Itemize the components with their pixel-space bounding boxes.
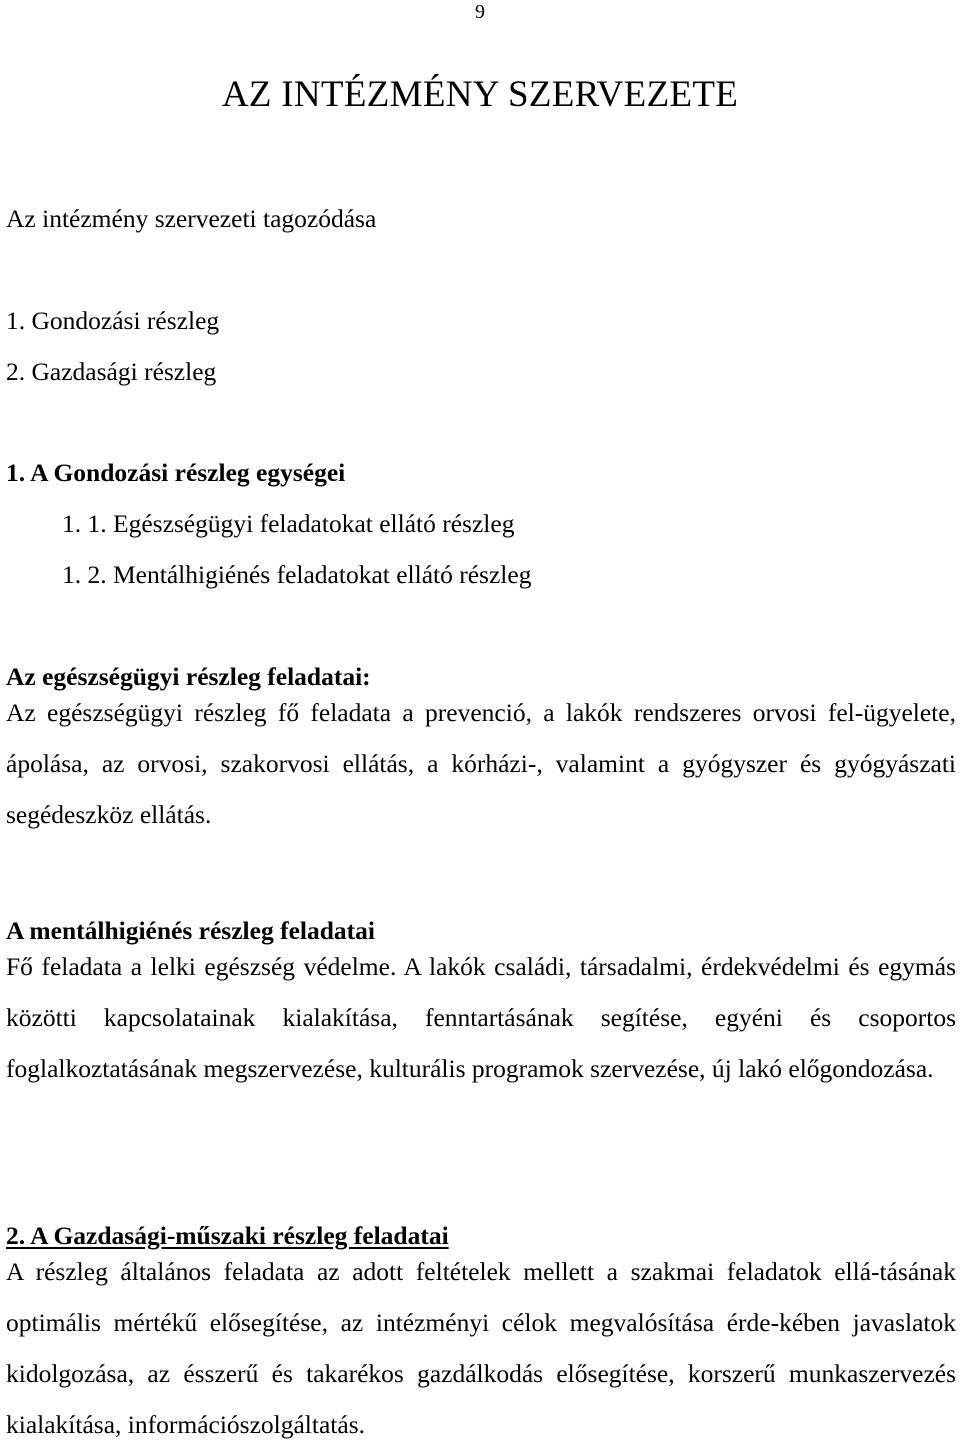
list-item-part-2: 2. Gazdasági részleg [6, 357, 217, 386]
mentalhigienes-paragraph: Fő feladata a lelki egészség védelme. A lakók családi, társadalmi, érdekvédelmi és egymás közötti kapcsolatainak kialakítása, fenntartásának segítése, egyéni és csoportos foglalkoztatásának megszervezése, kulturális programok szervezése, új lakó előgondozása. [6, 952, 956, 1083]
gondozasi-heading: 1. A Gondozási részleg egységei [6, 458, 346, 487]
mentalhigienes-heading: A mentálhigiénés részleg feladatai [6, 916, 375, 945]
egeszsegugyi-paragraph: Az egészségügyi részleg fő feladata a prevenció, a lakók rendszeres orvosi fel-ügyelete, ápolása, az orvosi, szakorvosi ellátás, a kórházi-, valamint a gyógyszer és gyógyászati segédeszköz ellátás. [6, 698, 956, 829]
page-title: AZ INTÉZMÉNY SZERVEZETE [221, 74, 739, 115]
egeszsegugyi-heading: Az egészségügyi részleg feladatai: [6, 662, 371, 691]
gazdasagi-paragraph: A részleg általános feladata az adott feltételek mellett a szakmai feladatok ellá-tásának optimális mértékű elősegítése, az intézményi célok megvalósítása érde-kében javaslatok kidolgozása, az ésszerű és takarékos gazdálkodás elősegítése, korszerű munkaszervezés kialakítása, információszolgáltatás. [6, 1257, 956, 1439]
list-item-unit-1: 1. 1. Egészségügyi feladatokat ellátó részleg [62, 509, 515, 538]
page-number: 9 [475, 1, 485, 23]
list-item-part-1: 1. Gondozási részleg [6, 306, 220, 335]
section-intro: Az intézmény szervezeti tagozódása [6, 204, 377, 233]
gazdasagi-heading: 2. A Gazdasági-műszaki részleg feladatai [6, 1221, 449, 1250]
list-item-unit-2: 1. 2. Mentálhigiénés feladatokat ellátó részleg [62, 560, 532, 589]
